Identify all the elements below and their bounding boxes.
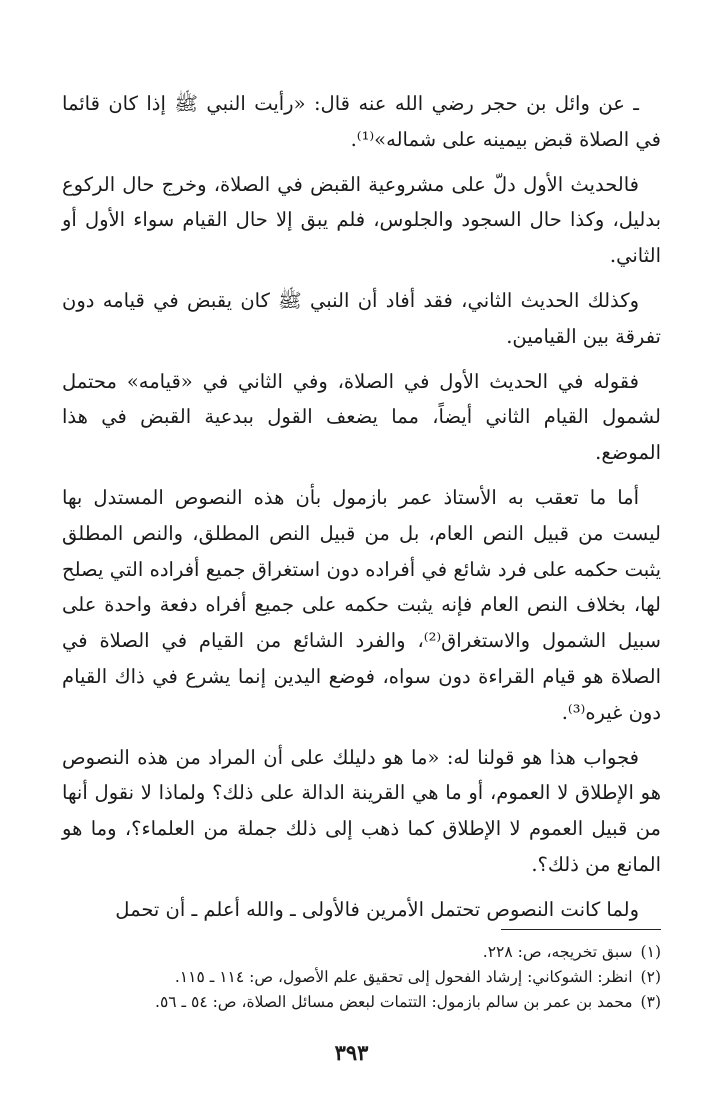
main-text (62, 86, 661, 937)
paragraph-7: ولما كانت النصوص تحتمل الأمرين فالأولى ـ والله أعلم ـ أن تحمل (115, 897, 639, 921)
footnote-number: (٢) (640, 968, 661, 986)
footnote-text: انظر: الشوكاني: إرشاد الفحول إلى تحقيق علم الأصول، ص: ١١٤ ـ ١١٥. (174, 968, 633, 986)
footnotes (62, 940, 661, 1015)
footnote-number: (١) (640, 943, 661, 961)
paragraph-6: فجواب هذا هو قولنا له: «ما هو دليلك على أن المراد من هذه النصوص هو الإطلاق لا العموم، أو ما هي القرينة الدالة على ذلك؟ ولماذا لا نقول أنها من قبيل العموم لا الإطلاق كما ذهب إلى ذلك جملة من العلماء؟، وما هو المانع من ذلك؟. (62, 745, 661, 876)
footnote-3 (62, 990, 661, 1015)
paragraph-3: وكذلك الحديث الثاني، فقد أفاد أن النبي ﷺ كان يقبض في قيامه دون تفرقة بين القيامين. (62, 288, 661, 348)
footnote-divider (501, 929, 661, 930)
page-number: ٣٩٣ (334, 1040, 369, 1065)
footnote-text: محمد بن عمر بن سالم بازمول: التتمات لبعض مسائل الصلاة، ص: ٥٤ ـ ٥٦. (155, 993, 633, 1011)
paragraph-2: فالحديث الأول دلّ على مشروعية القبض في الصلاة، وخرج حال الركوع بدليل، وكذا حال السجود والجلوس، فلم يبق إلا حال القيام سواء الأول أو الثاني. (62, 172, 661, 268)
paragraph-5: أما ما تعقب به الأستاذ عمر بازمول بأن هذه النصوص المستدل بها ليست من قبيل النص العام، بل من قبيل النص المطلق، والنص المطلق يثبت حكمه على فرد شائع في أفراده دون استغراق جميع أفراده التي يصلح لها، بخلاف النص العام فإنه يثبت حكمه على جميع أفراه دفعة واحدة على سبيل الشمول والاستغراق⁽²⁾، والفرد الشائع من القيام في الصلاة في الصلاة هو قيام القراءة دون سواه، فوضع اليدين إنما يشرع في ذاك القيام دون غيره⁽³⁾. (62, 485, 661, 724)
footnote-number: (٣) (640, 993, 661, 1011)
paragraph-4: فقوله في الحديث الأول في الصلاة، وفي الثاني في «قيامه» محتمل لشمول القيام الثاني أيضاً، مما يضعف القول ببدعية القبض في هذا الموضع. (62, 369, 661, 465)
paragraph-1: ـ عن وائل بن حجر رضي الله عنه قال: «رأيت النبي ﷺ إذا كان قائما في الصلاة قبض بيمينه على شماله»⁽¹⁾. (62, 92, 661, 151)
footnote-1 (62, 940, 661, 965)
footnote-2 (62, 965, 661, 990)
footnote-text: سبق تخريجه، ص: ٢٢٨. (482, 943, 633, 961)
